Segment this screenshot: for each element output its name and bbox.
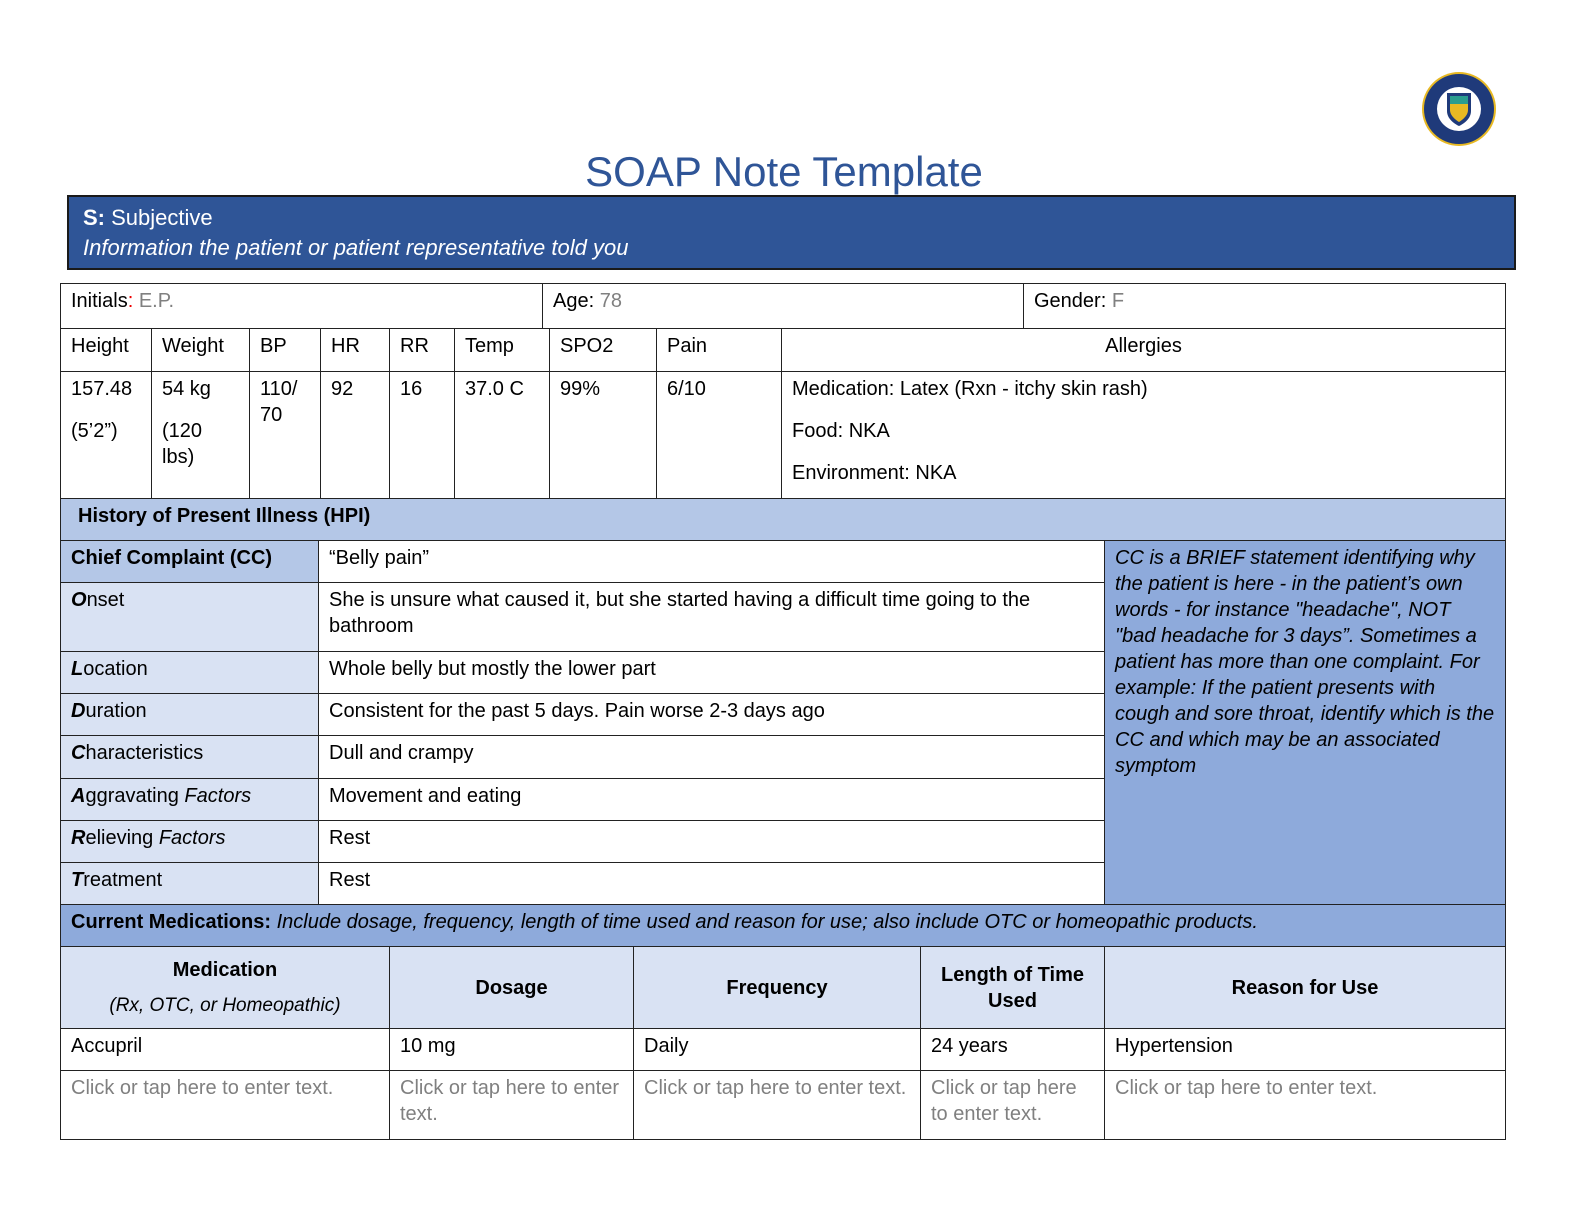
vitals-header-temp: Temp (454, 328, 550, 372)
weight-value[interactable] (151, 371, 250, 499)
hpi-label-rest: uration (85, 700, 147, 722)
vitals-header-hr: HR (320, 328, 390, 372)
vitals-header-spo2: SPO2 (549, 328, 657, 372)
university-seal-logo (1421, 71, 1497, 153)
medications-title: Current Medications: (71, 911, 272, 933)
initials-value: E.P. (133, 290, 175, 312)
med-reason-placeholder[interactable]: Click or tap here to enter text. (1104, 1070, 1506, 1140)
medications-instructions: Include dosage, frequency, length of time used and reason for use; also include OTC or homeopathic products. (271, 911, 1258, 933)
spo2-value[interactable]: 99% (549, 371, 657, 499)
hpi-value[interactable]: Movement and eating (318, 778, 1105, 821)
med-col-length: Length of Time Used (920, 946, 1105, 1029)
gender-label: Gender: (1034, 290, 1112, 312)
med-name-placeholder[interactable]: Click or tap here to enter text. (60, 1070, 390, 1140)
med-col-reason: Reason for Use (1104, 946, 1506, 1029)
med-frequency[interactable]: Daily (633, 1028, 921, 1071)
hpi-value[interactable]: Dull and crampy (318, 735, 1105, 779)
weight-lbs: (120 lbs) (162, 420, 203, 468)
vitals-header-allergies: Allergies (781, 328, 1506, 372)
med-col-medication (60, 946, 390, 1029)
initials-label: Initials (71, 290, 128, 312)
allergies-value[interactable] (781, 371, 1506, 499)
vitals-header-pain: Pain (656, 328, 782, 372)
med-length-placeholder[interactable]: Click or tap here to enter text. (920, 1070, 1105, 1140)
allergy-medication: Medication: Latex (Rxn - itchy skin rash) (792, 378, 1148, 400)
cc-guidance-note: CC is a BRIEF statement identifying why the patient is here - in the patient’s own words - for instance "headache", NOT "bad headache for 3 days”. Sometimes a patient has more than one complaint. For example: If the patient presents with cough and sore throat, identify which is the CC and which may be an associated symptom (1104, 540, 1506, 905)
gender-value: F (1111, 290, 1125, 312)
hpi-value[interactable]: Whole belly but mostly the lower part (318, 651, 1105, 694)
hpi-label-initial: R (71, 827, 86, 849)
initials-cell[interactable] (60, 283, 543, 329)
hpi-label-initial: D (71, 700, 86, 722)
med-name[interactable]: Accupril (60, 1028, 390, 1071)
bp-value[interactable]: 110/ 70 (249, 371, 321, 499)
hpi-label-rest: ggravating (85, 785, 185, 807)
vitals-header-rr: RR (389, 328, 455, 372)
hpi-label-italic: Factors (184, 785, 252, 807)
hpi-value[interactable]: Rest (318, 820, 1105, 863)
hpi-label (60, 693, 319, 736)
initials-colon: : (127, 290, 134, 312)
hpi-label-rest: ocation (83, 658, 148, 680)
hpi-value[interactable]: She is unsure what caused it, but she started having a difficult time going to the bathroom (318, 582, 1105, 652)
page-title: SOAP Note Template (585, 148, 983, 195)
med-col-dosage: Dosage (389, 946, 634, 1029)
height-cm: 157.48 (71, 378, 133, 400)
hpi-label-initial: A (71, 785, 86, 807)
hpi-label (60, 862, 319, 905)
section-description: Information the patient or patient representative told you (83, 235, 629, 260)
med-col-frequency: Frequency (633, 946, 921, 1029)
hpi-label (60, 778, 319, 821)
hpi-label-rest: haracteristics (85, 742, 204, 764)
pain-value[interactable]: 6/10 (656, 371, 782, 499)
med-reason[interactable]: Hypertension (1104, 1028, 1506, 1071)
allergy-food: Food: NKA (792, 420, 890, 442)
temp-value[interactable]: 37.0 C (454, 371, 550, 499)
hpi-label-rest: nset (86, 589, 125, 611)
hr-value[interactable]: 92 (320, 371, 390, 499)
hpi-label-rest: reatment (83, 869, 163, 891)
med-col-medication-label: Medication (172, 958, 278, 981)
med-frequency-placeholder[interactable]: Click or tap here to enter text. (633, 1070, 921, 1140)
hpi-header: History of Present Illness (HPI) (60, 498, 1506, 541)
med-length[interactable]: 24 years (920, 1028, 1105, 1071)
med-col-medication-sub: (Rx, OTC, or Homeopathic) (109, 994, 341, 1016)
cc-value[interactable]: “Belly pain” (318, 540, 1105, 583)
med-dosage-placeholder[interactable]: Click or tap here to enter text. (389, 1070, 634, 1140)
age-cell[interactable] (542, 283, 1024, 329)
hpi-label-italic: Factors (158, 827, 226, 849)
gender-cell[interactable] (1023, 283, 1506, 329)
height-ft: (5’2”) (71, 420, 118, 442)
hpi-value[interactable]: Consistent for the past 5 days. Pain worse 2-3 days ago (318, 693, 1105, 736)
rr-value[interactable]: 16 (389, 371, 455, 499)
hpi-label-rest: elieving (85, 827, 159, 849)
subjective-header (67, 195, 1516, 270)
section-letter: S: (83, 205, 105, 230)
hpi-label-initial: O (71, 589, 87, 611)
section-label: Subjective (105, 205, 213, 230)
hpi-label (60, 735, 319, 779)
weight-kg: 54 kg (162, 378, 211, 400)
allergy-environment: Environment: NKA (792, 462, 957, 484)
hpi-label-initial: C (71, 742, 86, 764)
hpi-label (60, 582, 319, 652)
age-label: Age: (553, 290, 600, 312)
vitals-header-bp: BP (249, 328, 321, 372)
hpi-label-initial: L (71, 658, 84, 680)
hpi-label-initial: T (71, 869, 84, 891)
vitals-header-height: Height (60, 328, 152, 372)
vitals-header-weight: Weight (151, 328, 250, 372)
hpi-label (60, 820, 319, 863)
medications-header (60, 904, 1506, 947)
med-dosage[interactable]: 10 mg (389, 1028, 634, 1071)
age-value: 78 (599, 290, 622, 312)
hpi-value[interactable]: Rest (318, 862, 1105, 905)
height-value[interactable] (60, 371, 152, 499)
cc-label: Chief Complaint (CC) (60, 540, 319, 583)
hpi-label (60, 651, 319, 694)
